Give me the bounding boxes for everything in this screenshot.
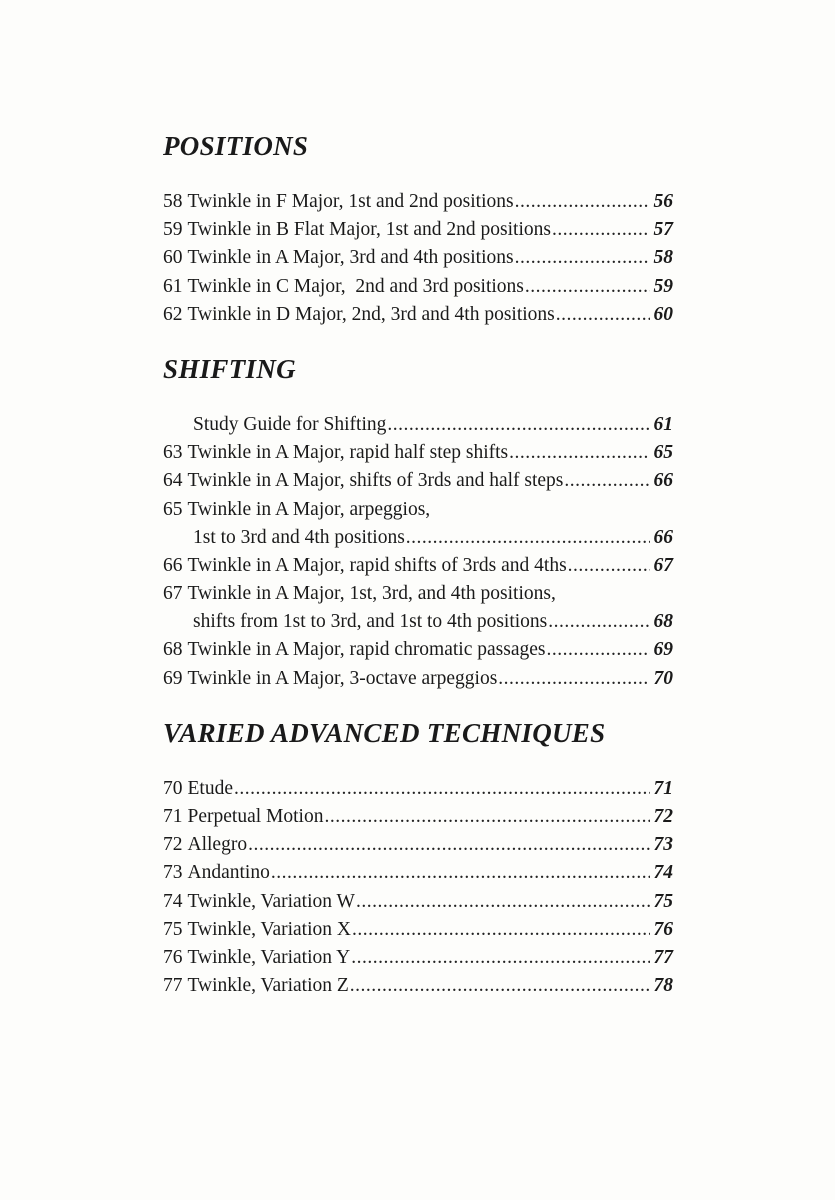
entry-number: 62 <box>163 303 183 325</box>
entry-title: Allegro <box>187 834 248 856</box>
section-varied-advanced-techniques <box>163 715 673 1001</box>
dot-leader <box>515 188 650 216</box>
toc-entry-continuation <box>163 608 673 636</box>
toc-entry <box>163 244 673 272</box>
entry-title: Perpetual Motion <box>187 806 324 827</box>
entry-page-number: 69 <box>653 639 673 661</box>
dot-leader <box>234 775 650 803</box>
dot-leader <box>356 888 650 916</box>
dot-leader <box>498 665 650 693</box>
section-shifting <box>163 351 673 693</box>
table-of-contents <box>163 128 673 1022</box>
entry-number: 76 <box>163 946 183 968</box>
entry-page-number: 59 <box>653 275 673 297</box>
toc-entry <box>163 580 673 608</box>
section-heading: VARIED ADVANCED TECHNIQUES <box>163 717 606 748</box>
entry-number: 77 <box>163 975 183 997</box>
dot-leader <box>546 636 650 664</box>
entry-number: 67 <box>163 583 183 605</box>
toc-entry <box>163 496 673 524</box>
entry-number: 61 <box>163 275 183 297</box>
entry-title: Twinkle, Variation X <box>187 918 351 940</box>
entry-number: 70 <box>163 777 183 799</box>
entry-title: Andantino <box>187 862 270 884</box>
section-heading: SHIFTING <box>163 353 296 384</box>
entry-title: Twinkle, Variation Z <box>187 975 349 997</box>
entry-title: shifts from 1st to 3rd, and 1st to 4th positions <box>193 611 548 633</box>
dot-leader <box>248 831 650 859</box>
entry-page-number: 61 <box>653 413 673 435</box>
entry-title: Twinkle, Variation W <box>187 890 355 912</box>
dot-leader <box>509 439 650 467</box>
entry-page-number: 72 <box>653 806 673 827</box>
entry-number: 63 <box>163 442 183 464</box>
toc-entry <box>163 188 673 216</box>
dot-leader <box>352 916 650 944</box>
toc-entry <box>163 803 673 831</box>
toc-entry <box>163 916 673 944</box>
toc-entry <box>163 775 673 803</box>
dot-leader <box>548 608 650 636</box>
entry-title: Twinkle in C Major, 2nd and 3rd positions <box>187 275 524 297</box>
section-positions <box>163 128 673 329</box>
entry-page-number: 66 <box>653 470 673 492</box>
toc-entry <box>163 944 673 972</box>
entry-number: 71 <box>163 806 183 827</box>
entry-page-number: 70 <box>653 667 673 689</box>
entry-page-number: 57 <box>653 219 673 241</box>
entry-page-number: 68 <box>653 611 673 633</box>
entry-title: Twinkle in A Major, rapid chromatic passages <box>187 639 546 661</box>
entry-number: 75 <box>163 918 183 940</box>
dot-leader <box>351 944 650 972</box>
dot-leader <box>406 524 650 552</box>
entry-page-number: 76 <box>653 918 673 940</box>
entry-page-number: 75 <box>653 890 673 912</box>
toc-entry <box>163 859 673 887</box>
dot-leader <box>350 972 650 1000</box>
entry-title: Twinkle in A Major, 1st, 3rd, and 4th positions, <box>187 583 556 605</box>
dot-leader <box>387 411 650 439</box>
entry-number: 73 <box>163 862 183 884</box>
entry-page-number: 66 <box>653 526 673 548</box>
entry-page-number: 78 <box>653 975 673 997</box>
entry-title: Twinkle in A Major, shifts of 3rds and half steps <box>187 470 564 492</box>
entry-number: 60 <box>163 247 183 269</box>
entry-page-number: 65 <box>653 442 673 464</box>
entry-title: Twinkle in A Major, 3rd and 4th positions <box>187 247 514 269</box>
entry-page-number: 58 <box>653 247 673 269</box>
toc-entry-continuation <box>163 524 673 552</box>
toc-entry <box>163 552 673 580</box>
dot-leader <box>568 552 650 580</box>
toc-entry <box>163 972 673 1000</box>
toc-entry <box>163 301 673 329</box>
section-heading: POSITIONS <box>163 131 309 161</box>
entry-number: 74 <box>163 890 183 912</box>
entry-number: 66 <box>163 554 183 576</box>
entry-page-number: 67 <box>653 554 673 576</box>
entry-title: 1st to 3rd and 4th positions <box>193 526 405 548</box>
dot-leader <box>564 467 650 495</box>
dot-leader <box>552 216 650 244</box>
entry-number: 72 <box>163 834 183 856</box>
toc-entry <box>163 888 673 916</box>
toc-entry <box>163 831 673 859</box>
entry-title: Twinkle in A Major, arpeggios, <box>187 498 431 520</box>
dot-leader <box>525 273 650 301</box>
entry-number: 58 <box>163 191 183 212</box>
toc-entry <box>163 216 673 244</box>
entry-page-number: 71 <box>653 777 673 799</box>
entry-title: Twinkle in D Major, 2nd, 3rd and 4th positions <box>187 303 555 325</box>
toc-entry <box>163 467 673 495</box>
toc-entry <box>163 665 673 693</box>
entry-page-number: 74 <box>653 862 673 884</box>
toc-entry <box>163 636 673 664</box>
entry-title: Twinkle in A Major, 3-octave arpeggios <box>187 667 498 689</box>
entry-title: Twinkle, Variation Y <box>187 946 351 968</box>
entry-title: Study Guide for Shifting <box>193 413 387 435</box>
entry-number: 59 <box>163 219 183 241</box>
entry-number: 65 <box>163 498 183 520</box>
dot-leader <box>515 244 650 272</box>
dot-leader <box>556 301 650 329</box>
entry-number: 69 <box>163 667 183 689</box>
entry-title: Etude <box>187 777 233 799</box>
entry-number: 68 <box>163 639 183 661</box>
dot-leader <box>271 859 650 887</box>
entry-page-number: 77 <box>653 946 673 968</box>
entry-number: 64 <box>163 470 183 492</box>
entry-title: Twinkle in A Major, rapid shifts of 3rds and 4ths <box>187 554 567 576</box>
entry-title: Twinkle in A Major, rapid half step shifts <box>187 442 509 464</box>
toc-entry <box>163 411 673 439</box>
toc-entry <box>163 439 673 467</box>
toc-entry <box>163 273 673 301</box>
entry-page-number: 60 <box>653 303 673 325</box>
entry-title: Twinkle in B Flat Major, 1st and 2nd positions <box>187 219 551 241</box>
entry-page-number: 56 <box>653 191 673 212</box>
dot-leader <box>324 803 650 831</box>
entry-title: Twinkle in F Major, 1st and 2nd positions <box>187 191 514 212</box>
entry-page-number: 73 <box>653 834 673 856</box>
